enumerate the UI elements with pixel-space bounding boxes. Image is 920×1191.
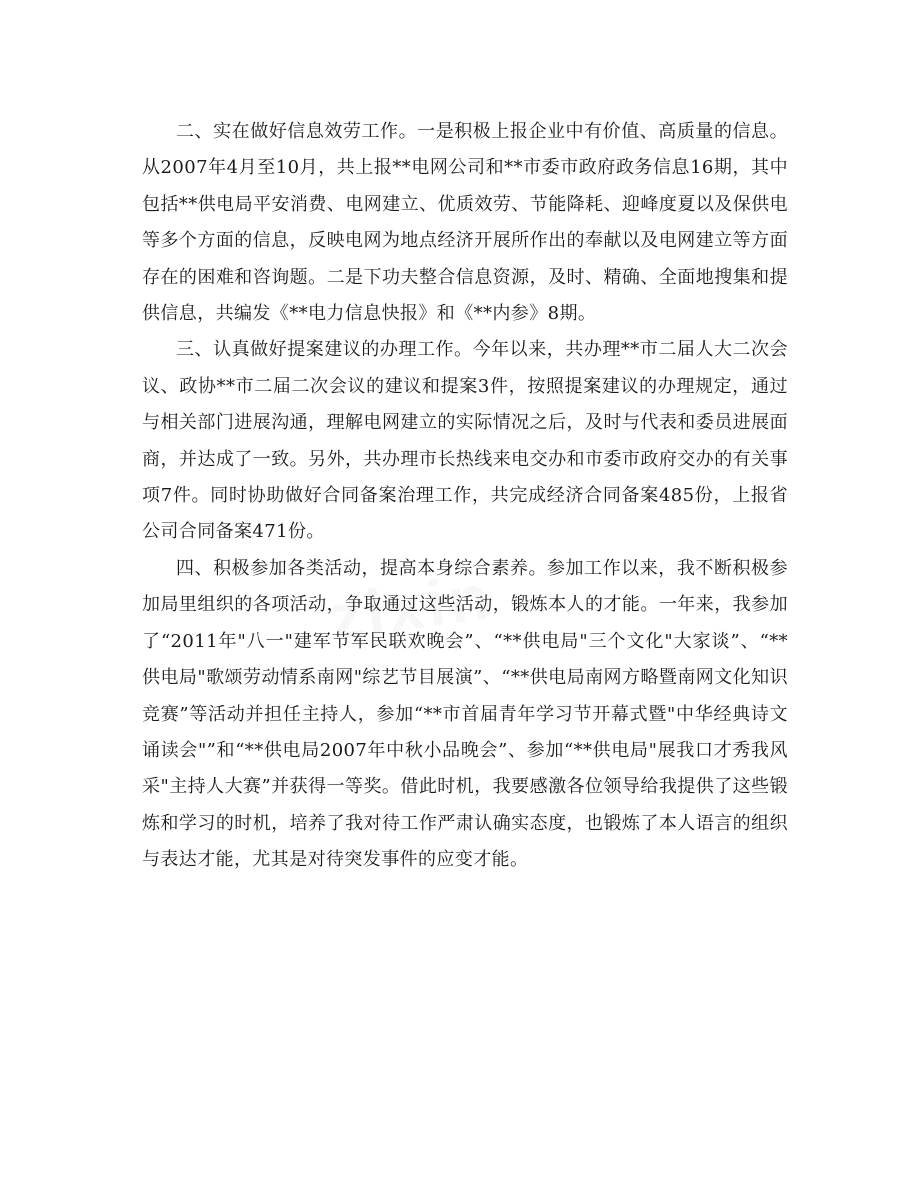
paragraph-proposal-handling: 三、认真做好提案建议的办理工作。今年以来，共办理**市二届人大二次会议、政协**市二届二次会议的建议和提案3件，按照提案建议的办理规定，通过与相关部门进展沟通，理解电网建立的实际情况之后，及时与代表和委员进展面商，并达成了一致。另外，共办理市长热线来电交办和市委市政府交办的有关事项7件。同时协助做好合同备案治理工作，共完成经济合同备案485份，上报省公司合同备案471份。	[142, 339, 788, 543]
paragraph-activities: 四、积极参加各类活动，提高本身综合素养。参加工作以来，我不断积极参加局里组织的各项活动，争取通过这些活动，锻炼本人的才能。一年来，我参加了“2011年"八一"建军节军民联欢晚会”、“**供电局"三个文化"大家谈”、“**供电局"歌颂劳动情系南网"综艺节目展演”、“**供电局南网方略暨南网文化知识竞赛”等活动并担任主持人，参加“**市首届青年学习节开幕式暨"中华经典诗文诵读会"”和“**供电局2007年中秋小品晚会”、参加“**供电局"展我口才秀我风采"主持人大赛”并获得一等奖。借此时机，我要感激各位领导给我提供了这些锻炼和学习的时机，培养了我对待工作严肃认确实态度，也锻炼了本人语言的组织与表达才能，尤其是对待突发事件的应变才能。	[142, 557, 788, 871]
paragraph-information-service: 二、实在做好信息效劳工作。一是积极上报企业中有价值、高质量的信息。从2007年4月至10月，共上报**电网公司和**市委市政府政务信息16期，其中包括**供电局平安消费、电网建立、优质效劳、节能降耗、迎峰度夏以及保供电等多个方面的信息，反映电网为地点经济开展所作出的奉献以及电网建立等方面存在的困难和咨询题。二是下功夫整合信息资源，及时、精确、全面地搜集和提供信息，共编发《**电力信息快报》和《**内参》8期。	[142, 121, 788, 325]
document-body	[142, 114, 788, 879]
